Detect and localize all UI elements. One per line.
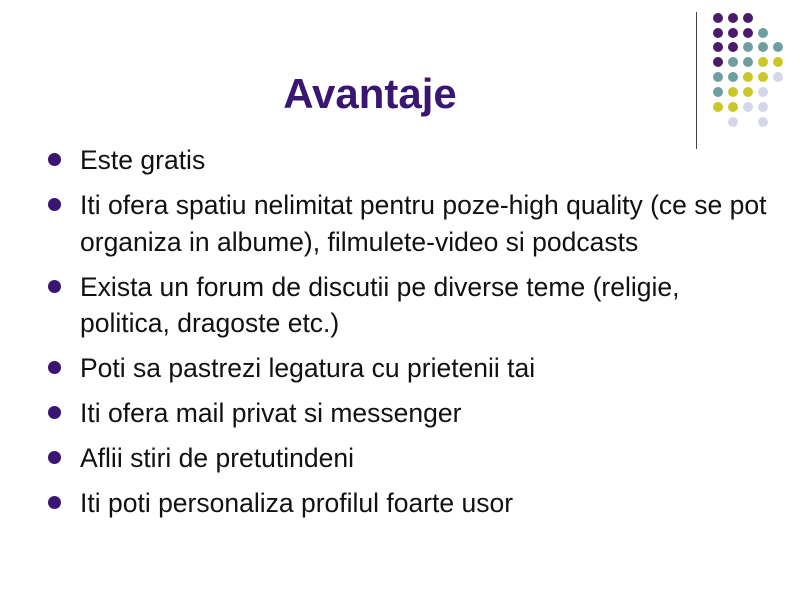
decor-dot: [713, 28, 723, 38]
bullet-text: Aflii stiri de pretutindeni: [80, 443, 354, 473]
decor-dot: [743, 13, 753, 23]
bullet-text: Iti ofera spatiu nelimitat pentru poze-high quality (ce se pot organiza in albume), filmulete-video si podcasts: [80, 190, 767, 257]
bullet-icon: [48, 153, 61, 166]
bullet-item: [48, 142, 768, 179]
bullet-text: Poti sa pastrezi legatura cu prietenii tai: [80, 353, 536, 383]
bullet-icon: [48, 406, 61, 419]
decor-dot: [743, 87, 753, 97]
decor-dot: [758, 87, 768, 97]
decor-dot: [743, 57, 753, 67]
bullet-icon: [48, 361, 61, 374]
decor-dot: [758, 42, 768, 52]
decor-dot: [743, 72, 753, 82]
decor-dot: [773, 57, 783, 67]
bullet-item: [48, 187, 768, 260]
bullet-item: [48, 440, 768, 477]
bullet-item: [48, 485, 768, 522]
decor-dot: [713, 42, 723, 52]
bullet-list: [48, 142, 768, 530]
decor-dot: [728, 42, 738, 52]
bullet-icon: [48, 280, 61, 293]
decor-dot: [758, 102, 768, 112]
decor-dot: [713, 13, 723, 23]
decor-dot: [743, 102, 753, 112]
bullet-icon: [48, 496, 61, 509]
decor-dot: [773, 72, 783, 82]
bullet-text: Iti ofera mail privat si messenger: [80, 398, 462, 428]
decor-dot: [758, 57, 768, 67]
decor-dot: [758, 28, 768, 38]
bullet-item: [48, 395, 768, 432]
decor-dot: [758, 72, 768, 82]
decor-dot: [728, 13, 738, 23]
bullet-item: [48, 269, 768, 342]
decor-dot: [773, 42, 783, 52]
bullet-icon: [48, 198, 61, 211]
bullet-icon: [48, 451, 61, 464]
decor-dot: [758, 117, 768, 127]
slide-title: Avantaje: [283, 70, 457, 117]
bullet-text: Este gratis: [80, 145, 206, 175]
decor-dot: [743, 42, 753, 52]
bullet-item: [48, 350, 768, 387]
decor-dot: [743, 28, 753, 38]
bullet-text: Exista un forum de discutii pe diverse teme (religie, politica, dragoste etc.): [80, 271, 680, 338]
decor-dot: [728, 28, 738, 38]
bullet-text: Iti poti personaliza profilul foarte usor: [80, 488, 514, 518]
